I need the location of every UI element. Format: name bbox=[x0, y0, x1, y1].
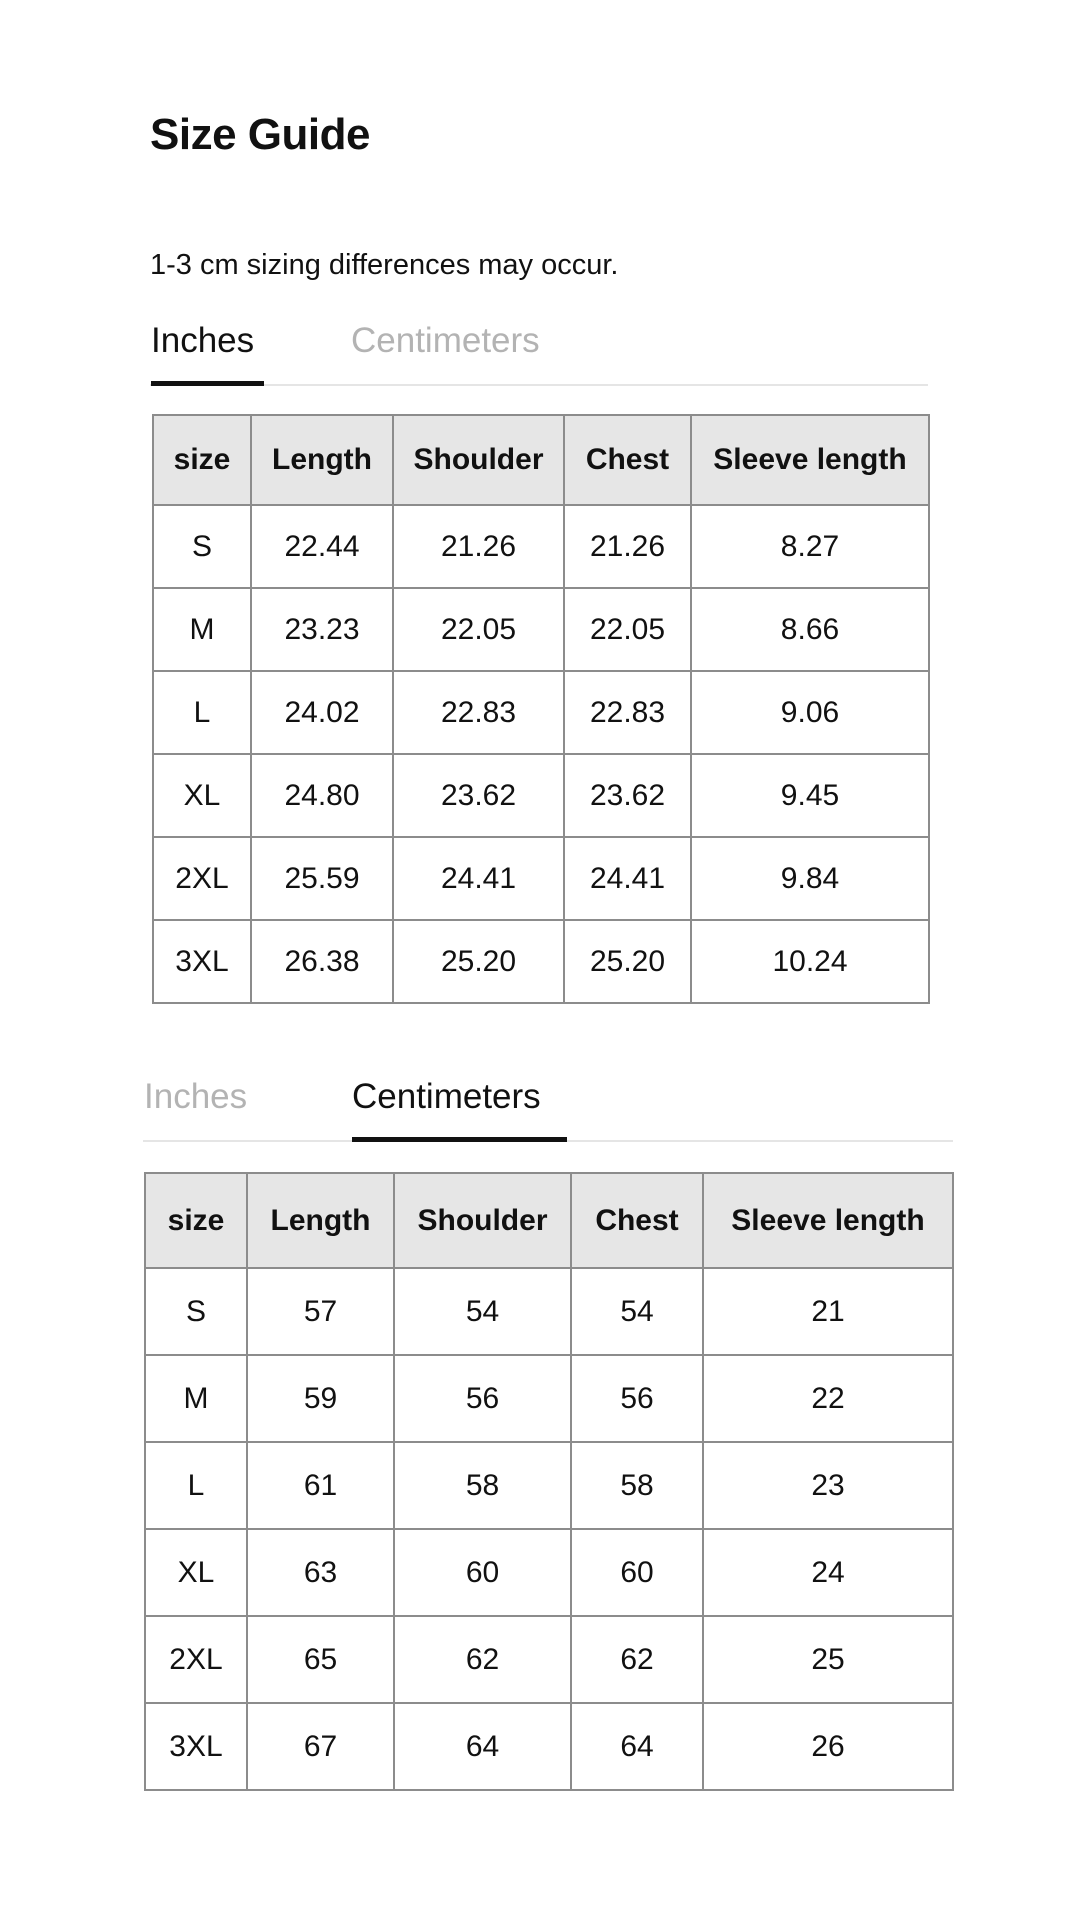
table-cell: 57 bbox=[247, 1268, 394, 1355]
table-cell: 23 bbox=[703, 1442, 953, 1529]
table-cell: 22.83 bbox=[393, 671, 564, 754]
table-cell: 62 bbox=[394, 1616, 571, 1703]
table-cell: 9.06 bbox=[691, 671, 929, 754]
table-cell: M bbox=[145, 1355, 247, 1442]
table-cell: 24.80 bbox=[251, 754, 393, 837]
header-size: size bbox=[145, 1173, 247, 1268]
header-length: Length bbox=[247, 1173, 394, 1268]
table-cell: 22.83 bbox=[564, 671, 691, 754]
table-row bbox=[153, 505, 929, 588]
table-cell: 8.66 bbox=[691, 588, 929, 671]
tab-centimeters[interactable]: Centimeters bbox=[351, 321, 540, 360]
table-cell: 3XL bbox=[145, 1703, 247, 1790]
table-cell: 22.05 bbox=[564, 588, 691, 671]
table-row bbox=[145, 1529, 953, 1616]
table-cell: 21 bbox=[703, 1268, 953, 1355]
table-cell: S bbox=[153, 505, 251, 588]
table-cell: 22.05 bbox=[393, 588, 564, 671]
table-cell: 65 bbox=[247, 1616, 394, 1703]
table-cell: 64 bbox=[394, 1703, 571, 1790]
table-cell: 23.62 bbox=[393, 754, 564, 837]
table-row bbox=[145, 1703, 953, 1790]
table-cell: 58 bbox=[394, 1442, 571, 1529]
table-cell: 3XL bbox=[153, 920, 251, 1003]
table-cell: XL bbox=[153, 754, 251, 837]
sizing-note: 1-3 cm sizing differences may occur. bbox=[150, 249, 619, 281]
table-row bbox=[145, 1355, 953, 1442]
table-header-row bbox=[145, 1173, 953, 1268]
table-cell: 2XL bbox=[153, 837, 251, 920]
table-cell: 56 bbox=[571, 1355, 703, 1442]
header-size: size bbox=[153, 415, 251, 505]
unit-tabs-centimeters-section bbox=[143, 1074, 953, 1142]
table-cell: 23.23 bbox=[251, 588, 393, 671]
table-cell: 56 bbox=[394, 1355, 571, 1442]
table-cell: 60 bbox=[571, 1529, 703, 1616]
table-cell: 25.59 bbox=[251, 837, 393, 920]
table-cell: 10.24 bbox=[691, 920, 929, 1003]
table-cell: 62 bbox=[571, 1616, 703, 1703]
table-cell: S bbox=[145, 1268, 247, 1355]
table-cell: 59 bbox=[247, 1355, 394, 1442]
table-cell: L bbox=[153, 671, 251, 754]
table-cell: 21.26 bbox=[564, 505, 691, 588]
table-cell: 67 bbox=[247, 1703, 394, 1790]
header-chest: Chest bbox=[564, 415, 691, 505]
table-cell: 25.20 bbox=[393, 920, 564, 1003]
header-shoulder: Shoulder bbox=[393, 415, 564, 505]
table-cell: 25 bbox=[703, 1616, 953, 1703]
tab-inches[interactable]: Inches bbox=[151, 318, 264, 384]
page-title: Size Guide bbox=[150, 110, 370, 159]
table-cell: 24.41 bbox=[564, 837, 691, 920]
header-sleeve-length: Sleeve length bbox=[691, 415, 929, 505]
table-row bbox=[153, 920, 929, 1003]
centimeters-size-table bbox=[144, 1172, 954, 1791]
table-cell: 22 bbox=[703, 1355, 953, 1442]
table-row bbox=[145, 1442, 953, 1529]
tab-centimeters[interactable]: Centimeters bbox=[352, 1074, 567, 1140]
table-cell: 54 bbox=[571, 1268, 703, 1355]
header-shoulder: Shoulder bbox=[394, 1173, 571, 1268]
tab-inches[interactable]: Inches bbox=[144, 1077, 248, 1116]
header-chest: Chest bbox=[571, 1173, 703, 1268]
table-cell: 63 bbox=[247, 1529, 394, 1616]
table-cell: 24 bbox=[703, 1529, 953, 1616]
table-cell: M bbox=[153, 588, 251, 671]
table-row bbox=[145, 1616, 953, 1703]
table-cell: 25.20 bbox=[564, 920, 691, 1003]
table-row bbox=[153, 754, 929, 837]
table-cell: 22.44 bbox=[251, 505, 393, 588]
table-cell: 60 bbox=[394, 1529, 571, 1616]
header-sleeve-length: Sleeve length bbox=[703, 1173, 953, 1268]
table-header-row bbox=[153, 415, 929, 505]
table-row bbox=[145, 1268, 953, 1355]
table-cell: 54 bbox=[394, 1268, 571, 1355]
table-cell: XL bbox=[145, 1529, 247, 1616]
table-cell: 8.27 bbox=[691, 505, 929, 588]
table-cell: 26 bbox=[703, 1703, 953, 1790]
table-row bbox=[153, 588, 929, 671]
table-cell: 64 bbox=[571, 1703, 703, 1790]
table-cell: 58 bbox=[571, 1442, 703, 1529]
table-cell: 24.02 bbox=[251, 671, 393, 754]
inches-size-table bbox=[152, 414, 930, 1004]
table-cell: 23.62 bbox=[564, 754, 691, 837]
header-length: Length bbox=[251, 415, 393, 505]
table-cell: 24.41 bbox=[393, 837, 564, 920]
table-cell: 21.26 bbox=[393, 505, 564, 588]
table-cell: 9.45 bbox=[691, 754, 929, 837]
table-row bbox=[153, 837, 929, 920]
unit-tabs-inches-section bbox=[150, 318, 928, 386]
table-row bbox=[153, 671, 929, 754]
table-cell: 2XL bbox=[145, 1616, 247, 1703]
table-cell: L bbox=[145, 1442, 247, 1529]
table-cell: 26.38 bbox=[251, 920, 393, 1003]
table-cell: 61 bbox=[247, 1442, 394, 1529]
table-cell: 9.84 bbox=[691, 837, 929, 920]
